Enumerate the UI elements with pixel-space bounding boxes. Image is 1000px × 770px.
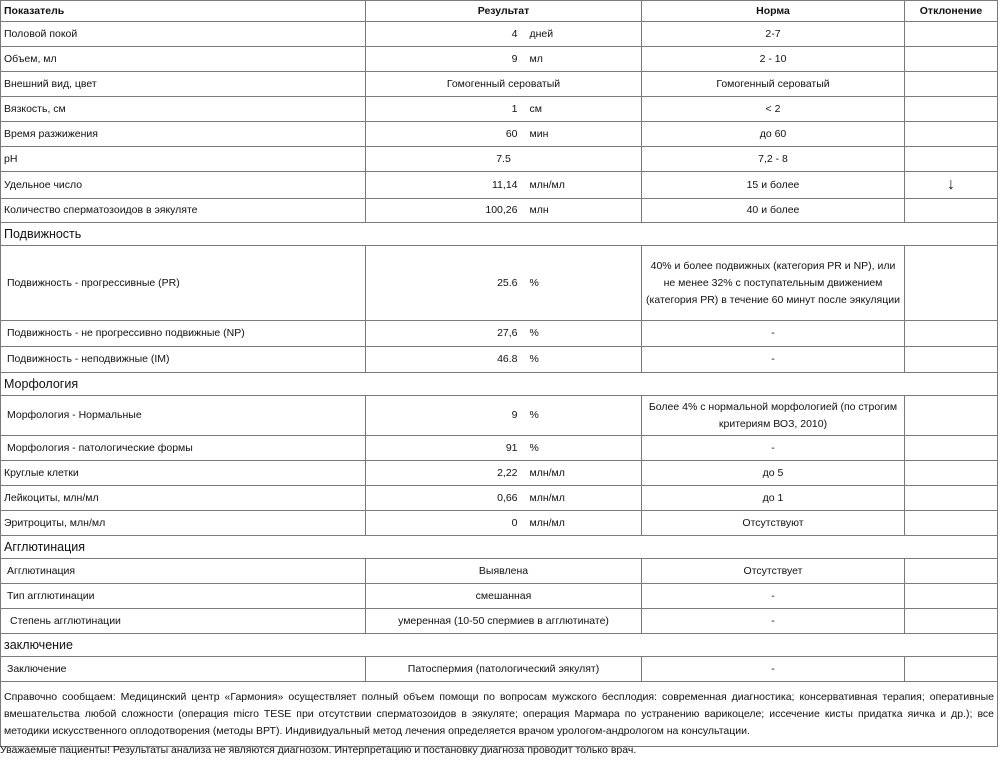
param-cell: Морфология - Нормальные: [1, 396, 366, 436]
deviation-cell: [905, 246, 998, 321]
norm-cell: -: [642, 321, 905, 347]
param-cell: Эритроциты, млн/мл: [1, 511, 366, 536]
table-row: [1, 347, 998, 373]
result-value: 91: [505, 441, 518, 454]
result-value: 27,6: [497, 327, 518, 339]
table-row: [1, 486, 998, 511]
result-unit: %: [529, 327, 539, 339]
result-value: 2,22: [497, 466, 518, 479]
result-value: 0,66: [497, 491, 518, 504]
table-row: [1, 246, 998, 321]
table-row: [1, 72, 998, 97]
norm-cell: Отсутствуют: [642, 511, 905, 536]
result-unit: млн/мл: [529, 516, 565, 529]
deviation-cell: [905, 147, 998, 172]
header-norm: Норма: [642, 1, 905, 22]
deviation-cell: [905, 511, 998, 536]
result-unit: %: [529, 409, 539, 421]
table-row: [1, 511, 998, 536]
result-cell: [366, 122, 642, 147]
deviation-cell: [905, 321, 998, 347]
result-cell: 7.5: [366, 147, 642, 172]
result-cell: [366, 511, 642, 536]
result-cell: [366, 47, 642, 72]
section-title: Морфология: [1, 373, 998, 396]
table-row: [1, 97, 998, 122]
footer-disclaimer: Уважаемые пациенты! Результаты анализа не являются диагнозом. Интерпретацию и постановку диагноза проводит только врач.: [0, 744, 637, 756]
norm-cell: до 1: [642, 486, 905, 511]
norm-cell: Гомогенный сероватый: [642, 72, 905, 97]
param-cell: Половой покой: [1, 22, 366, 47]
param-cell: Агглютинация: [1, 559, 366, 584]
table-row: [1, 172, 998, 199]
table-row: [1, 147, 998, 172]
result-cell: Гомогенный сероватый: [366, 72, 642, 97]
param-cell: Степень агглютинации: [1, 609, 366, 634]
result-unit: млн/мл: [529, 491, 565, 504]
result-value: 9: [511, 409, 518, 421]
table-row: [1, 122, 998, 147]
norm-cell: до 60: [642, 122, 905, 147]
result-unit: млн/мл: [529, 466, 565, 479]
table-row: [1, 436, 998, 461]
param-cell: Внешний вид, цвет: [1, 72, 366, 97]
section-title: Подвижность: [1, 223, 998, 246]
deviation-cell: [905, 486, 998, 511]
result-cell: Выявлена: [366, 559, 642, 584]
result-cell: [366, 199, 642, 223]
norm-cell: -: [642, 436, 905, 461]
param-cell: Тип агглютинации: [1, 584, 366, 609]
result-unit: %: [529, 441, 539, 454]
result-value: 46.8: [497, 353, 518, 365]
deviation-cell: [905, 199, 998, 223]
result-cell: [366, 347, 642, 373]
norm-cell: -: [642, 657, 905, 682]
result-unit: млн/мл: [529, 178, 565, 191]
norm-cell: 7,2 - 8: [642, 147, 905, 172]
param-cell: Морфология - патологические формы: [1, 436, 366, 461]
section-header-conclusion: [1, 634, 998, 657]
norm-cell: -: [642, 584, 905, 609]
result-value: 0: [511, 516, 518, 529]
param-cell: Удельное число: [1, 172, 366, 199]
deviation-cell: [905, 72, 998, 97]
table-row: [1, 559, 998, 584]
deviation-cell: [905, 657, 998, 682]
param-cell: Вязкость, см: [1, 97, 366, 122]
norm-cell: 40 и более: [642, 199, 905, 223]
section-title: заключение: [1, 634, 998, 657]
result-cell: [366, 486, 642, 511]
result-value: 4: [511, 27, 518, 40]
result-cell: [366, 172, 642, 199]
param-cell: Круглые клетки: [1, 461, 366, 486]
result-unit: мл: [529, 52, 543, 65]
table-row: [1, 199, 998, 223]
deviation-cell: [905, 347, 998, 373]
result-cell: умеренная (10-50 спермиев в агглютинате): [366, 609, 642, 634]
header-deviation: Отклонение: [905, 1, 998, 22]
norm-cell: -: [642, 609, 905, 634]
deviation-cell: [905, 22, 998, 47]
norm-cell: -: [642, 347, 905, 373]
norm-text: 40% и более подвижных (категория PR и NP), или не менее 32% с поступательным движением (категория PR) в течение 60 минут после эякуляции: [646, 259, 900, 306]
result-cell: [366, 321, 642, 347]
param-cell: Лейкоциты, млн/мл: [1, 486, 366, 511]
result-value: 100,26: [485, 204, 518, 216]
result-unit: мин: [529, 127, 549, 140]
deviation-cell: [905, 396, 998, 436]
table-row: [1, 47, 998, 72]
param-cell: Количество сперматозоидов в эякуляте: [1, 199, 366, 223]
param-cell: Подвижность - прогрессивные (PR): [1, 246, 366, 321]
header-result: Результат: [366, 1, 642, 22]
result-cell: [366, 97, 642, 122]
deviation-cell: [905, 47, 998, 72]
result-value: 25.6: [497, 276, 518, 289]
note-row: [1, 682, 998, 747]
header-param: Показатель: [1, 1, 366, 22]
section-header-morphology: [1, 373, 998, 396]
param-cell: Время разжижения: [1, 122, 366, 147]
arrow-down-icon: ↓: [947, 175, 955, 193]
section-title: Агглютинация: [1, 536, 998, 559]
norm-cell: Отсутствует: [642, 559, 905, 584]
result-cell: [366, 246, 642, 321]
result-unit: %: [529, 276, 539, 289]
norm-cell: < 2: [642, 97, 905, 122]
deviation-cell: [905, 172, 998, 199]
table-row: [1, 321, 998, 347]
deviation-cell: [905, 609, 998, 634]
section-header-agglutination: [1, 536, 998, 559]
table-row: [1, 657, 998, 682]
norm-cell: до 5: [642, 461, 905, 486]
deviation-cell: [905, 559, 998, 584]
param-cell: Подвижность - неподвижные (IM): [1, 347, 366, 373]
deviation-cell: [905, 461, 998, 486]
param-cell: Объем, мл: [1, 47, 366, 72]
section-header-motility: [1, 223, 998, 246]
result-value: 60: [505, 127, 518, 140]
header-row: [1, 1, 998, 22]
table-row: [1, 584, 998, 609]
result-unit: см: [529, 102, 542, 115]
deviation-cell: [905, 122, 998, 147]
norm-cell: 15 и более: [642, 172, 905, 199]
result-unit: %: [529, 353, 539, 365]
norm-cell: [642, 246, 905, 321]
deviation-cell: [905, 584, 998, 609]
result-unit: млн: [529, 204, 549, 216]
norm-cell: [642, 396, 905, 436]
result-cell: [366, 461, 642, 486]
result-unit: дней: [529, 27, 554, 40]
param-cell: Заключение: [1, 657, 366, 682]
result-cell: [366, 396, 642, 436]
norm-cell: 2-7: [642, 22, 905, 47]
param-cell: Подвижность - не прогрессивно подвижные (NP): [1, 321, 366, 347]
norm-text: Более 4% с нормальной морфологией (по строгим критериям ВОЗ, 2010): [648, 400, 898, 430]
deviation-cell: [905, 436, 998, 461]
table-row: [1, 396, 998, 436]
result-value: 11,14: [492, 178, 518, 191]
result-cell: [366, 22, 642, 47]
result-value: 9: [511, 52, 518, 65]
table-row: [1, 22, 998, 47]
deviation-cell: [905, 97, 998, 122]
table-row: [1, 461, 998, 486]
table-row: [1, 609, 998, 634]
result-cell: смешанная: [366, 584, 642, 609]
param-cell: pH: [1, 147, 366, 172]
result-cell: Патоспермия (патологический эякулят): [366, 657, 642, 682]
result-cell: [366, 436, 642, 461]
result-value: 1: [511, 102, 518, 115]
note-text: Справочно сообщаем: Медицинский центр «Гармония» осуществляет полный объем помощи по вопросам мужского бесплодия: современная диагностика; консервативная терапия; оперативные вмешательства любой сложности (операция micro TESE при отсутствии сперматозоидов в эякуляте; операция Мармара по устранению варикоцеле; иссечение кисты придатка яичка и др.); все методики искусственного оплодотворения (методы ВРТ). Индивидуальный метод лечения определяется врачом урологом-андрологом на консультации.: [1, 682, 998, 747]
norm-cell: 2 - 10: [642, 47, 905, 72]
